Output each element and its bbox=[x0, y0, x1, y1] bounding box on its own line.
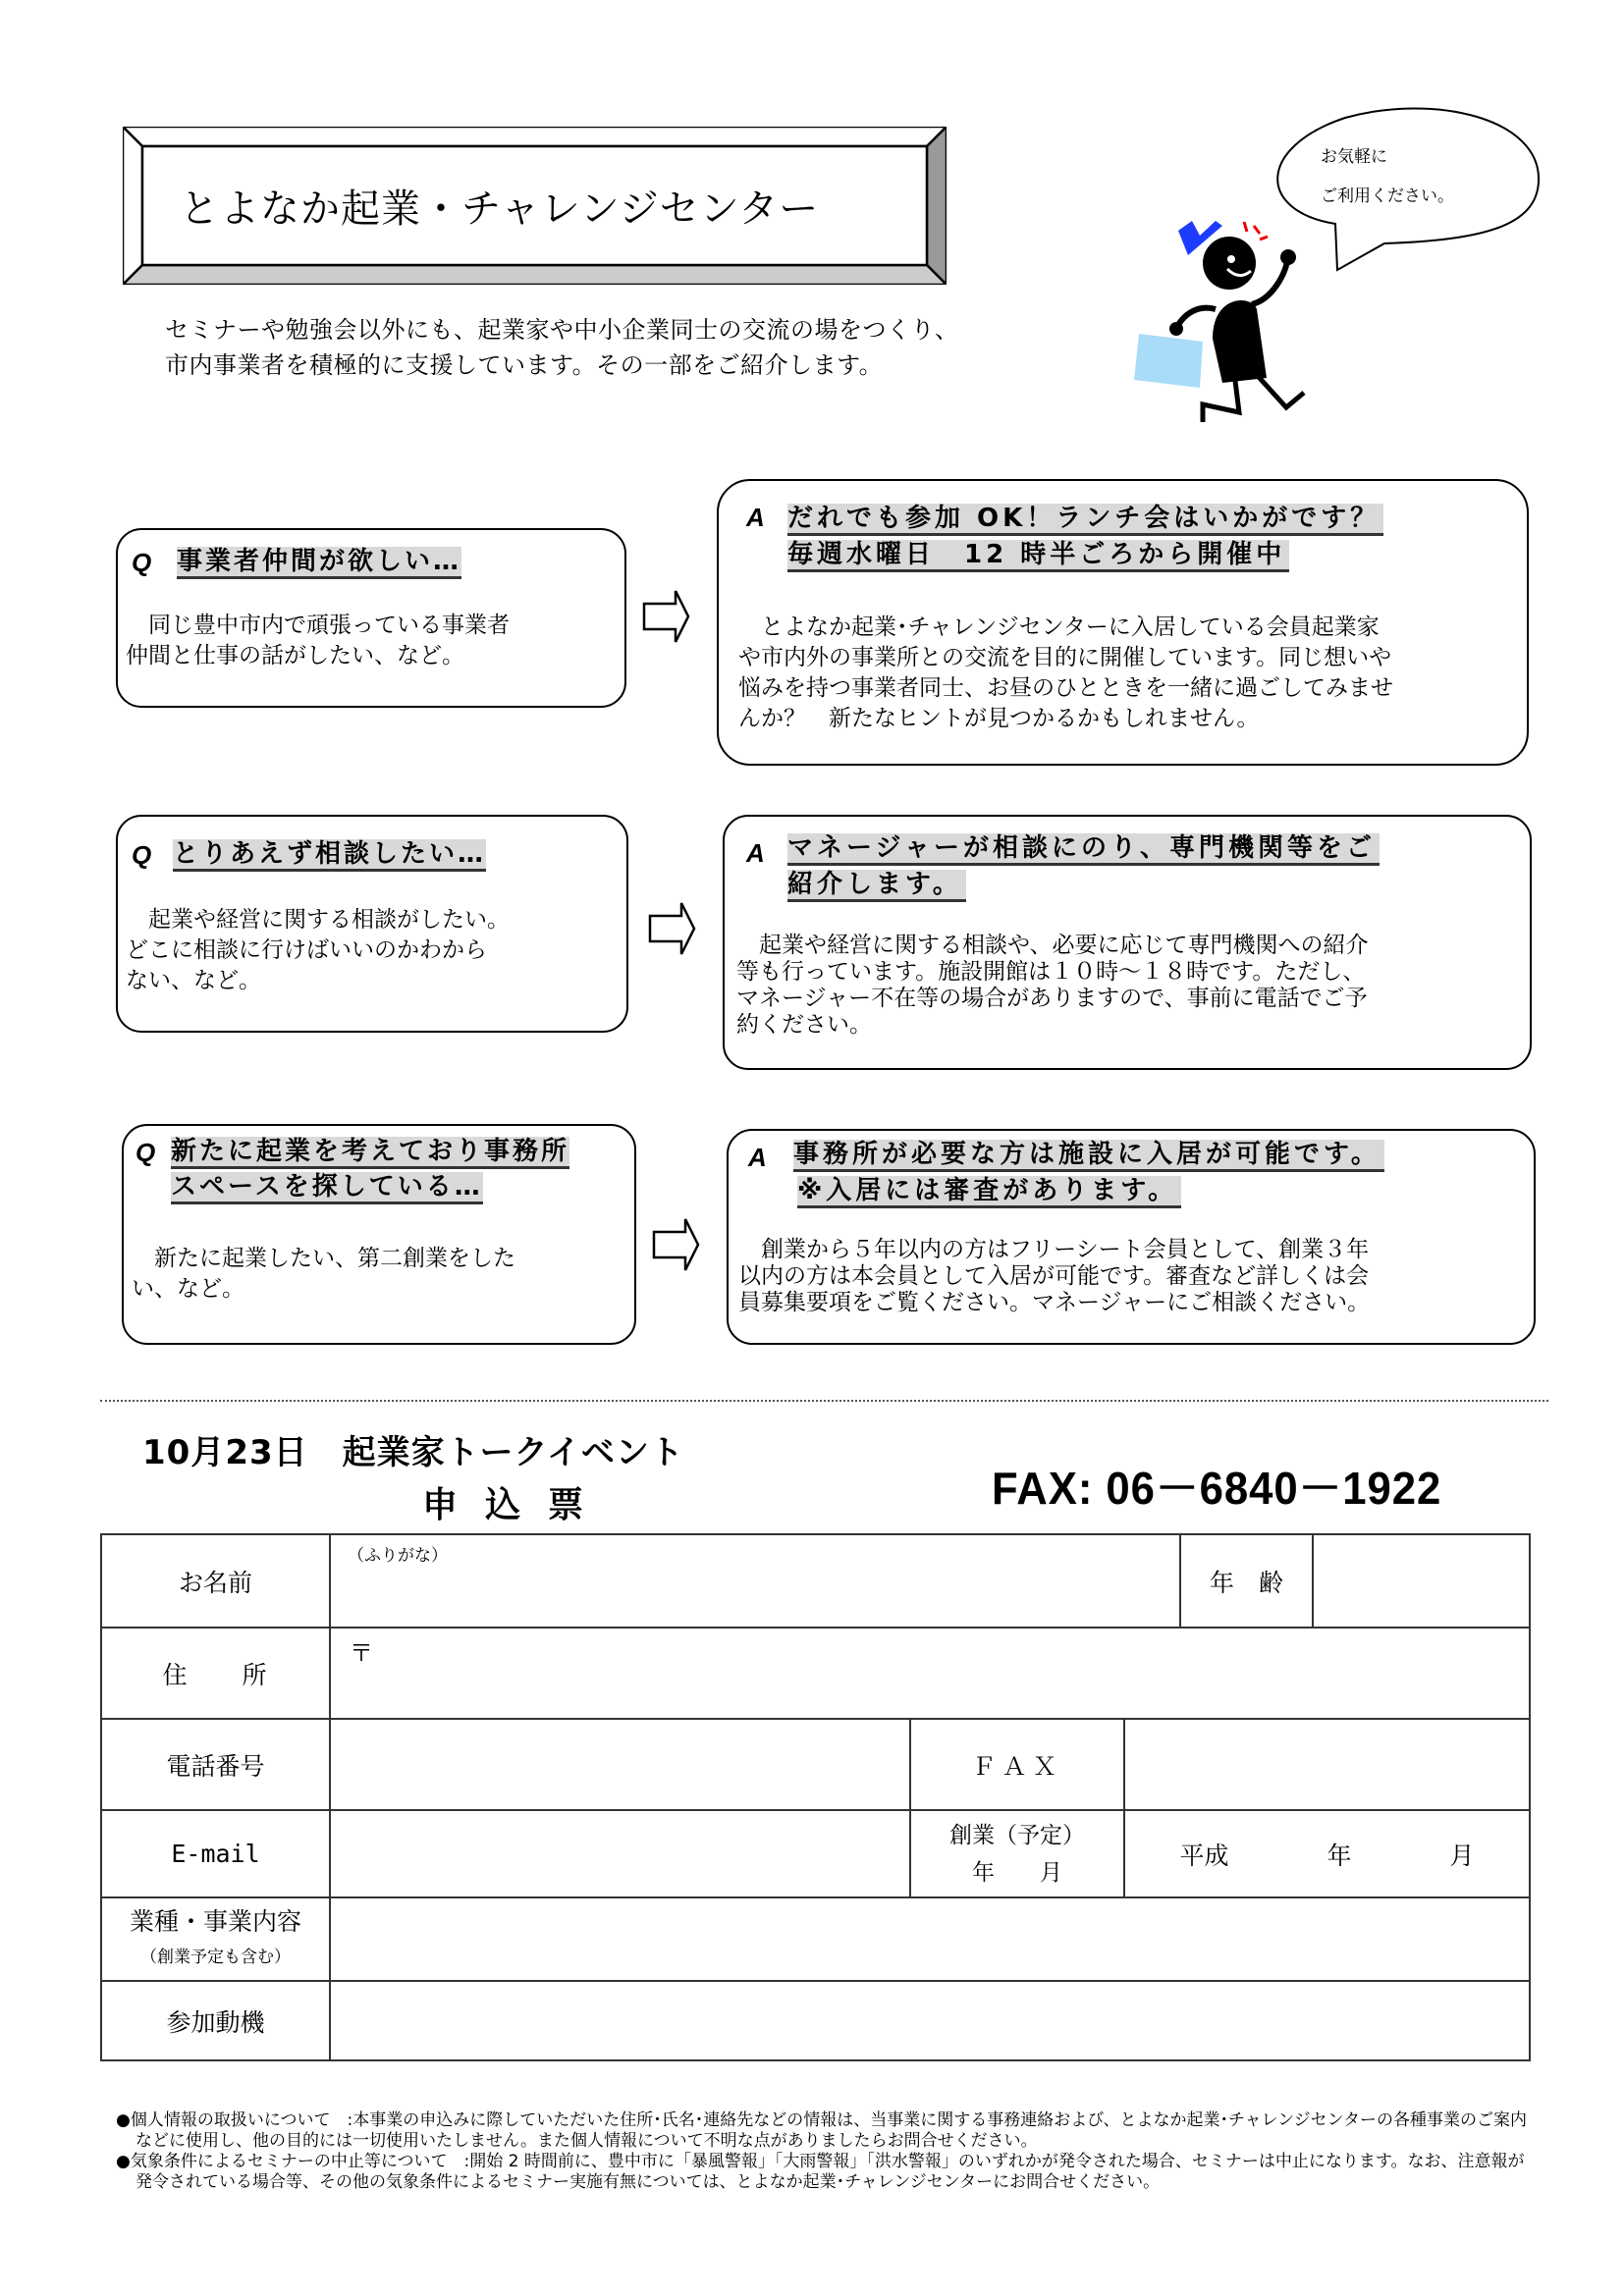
intro-text bbox=[165, 312, 959, 383]
answer-body: とよなか起業･チャレンジセンターに入居している会員起業家 や市内外の事業所との交流を目的に開催しています。同じ想いや 悩みを持つ事業者同士、お昼のひとときを一緒に過ごしてみませ んか？ 新たなヒントが見つかるかもしれません。 bbox=[738, 614, 1393, 731]
answer-heading: だれでも参加 OK！ランチ会はいかがです？ 毎週水曜日 12 時半ごろから開催中 bbox=[787, 501, 1383, 573]
fax-number: FAX: 06－6840－1922 bbox=[992, 1463, 1442, 1514]
founding-date-field[interactable]: 平成 年 月 bbox=[1179, 1841, 1475, 1870]
phone-label: 電話番号 bbox=[166, 1751, 265, 1781]
question-box bbox=[122, 1124, 636, 1345]
business-field[interactable] bbox=[331, 1898, 1529, 1980]
a-mark: A bbox=[746, 503, 765, 532]
age-label: 年 齢 bbox=[1209, 1568, 1283, 1597]
notes bbox=[116, 2110, 1540, 2193]
weather-note: ●気象条件によるセミナーの中止等について :開始 2 時間前に、豊中市に「暴風警報」「大雨警報」「洪水警報」のいずれかが発令された場合、セミナーは中止になります。なお、注意報が発令されている場合等、その他の気象条件によるセミナー実施有無については、とよなか起業･チャレンジセンターにお問合せください。 bbox=[116, 2152, 1525, 2192]
motive-label: 参加動機 bbox=[166, 2007, 265, 2037]
founding-label: 創業（予定） 年 月 bbox=[949, 1822, 1085, 1886]
fax-label: ＦＡＸ bbox=[971, 1751, 1063, 1781]
right-arrow-icon bbox=[642, 589, 691, 644]
address-field[interactable] bbox=[331, 1629, 1529, 1718]
furigana-label: （ふりがな） bbox=[348, 1546, 448, 1566]
question-heading: 事業者仲間が欲しい… bbox=[177, 544, 461, 579]
a-mark: A bbox=[748, 1143, 767, 1172]
answer-heading: 事務所が必要な方は施設に入居が可能です。 ※入居には審査があります。 bbox=[793, 1137, 1384, 1209]
speech-bubble-text bbox=[1321, 137, 1454, 216]
bubble-line: ご利用ください。 bbox=[1321, 187, 1454, 206]
cut-line-divider bbox=[100, 1400, 1548, 1402]
answer-body: 起業や経営に関する相談や、必要に応じて専門機関への紹介 等も行っています。施設開館は１０時～１８時です。ただし、 マネージャー不在等の場合がありますので、事前に電話でご予 約ください。 bbox=[736, 933, 1369, 1038]
question-heading: とりあえず相談したい… bbox=[173, 836, 486, 872]
fax-field[interactable] bbox=[1125, 1720, 1529, 1809]
a-mark: A bbox=[746, 838, 765, 868]
email-label: E-mail bbox=[171, 1840, 260, 1868]
name-field[interactable] bbox=[331, 1565, 1179, 1627]
title-banner bbox=[123, 127, 947, 285]
q-mark: Q bbox=[132, 840, 152, 870]
business-label: 業種・事業内容 （創業予定も含む） bbox=[129, 1906, 301, 1967]
question-box bbox=[116, 815, 628, 1033]
answer-heading: マネージャーが相談にのり、専門機関等をご 紹介します。 bbox=[787, 830, 1380, 903]
form-title: 申込票 bbox=[422, 1485, 612, 1525]
question-body: 新たに起業したい、第二創業をした い、など。 bbox=[132, 1246, 515, 1302]
question-box bbox=[116, 528, 626, 708]
email-field[interactable] bbox=[331, 1811, 909, 1896]
answer-box bbox=[717, 479, 1529, 766]
phone-field[interactable] bbox=[331, 1720, 909, 1809]
question-heading: 新たに起業を考えており事務所 スペースを探している… bbox=[171, 1134, 569, 1204]
address-label: 住 所 bbox=[162, 1660, 269, 1689]
bubble-line: お気軽に bbox=[1321, 147, 1387, 167]
answer-box bbox=[727, 1129, 1536, 1345]
question-body: 同じ豊中市内で頑張っている事業者 仲間と仕事の話がしたい、など。 bbox=[126, 613, 510, 668]
motive-field[interactable] bbox=[331, 1982, 1529, 2059]
page-title: とよなか起業・チャレンジセンター bbox=[180, 187, 820, 232]
intro-line: セミナーや勉強会以外にも、起業家や中小企業同士の交流の場をつくり、 bbox=[165, 316, 959, 344]
postal-mark: 〒 bbox=[350, 1639, 373, 1667]
q-mark: Q bbox=[132, 548, 152, 577]
right-arrow-icon bbox=[648, 901, 697, 956]
intro-line: 市内事業者を積極的に支援しています。その一部をご紹介します。 bbox=[165, 351, 884, 379]
application-form bbox=[100, 1533, 1531, 2061]
mascot bbox=[1129, 98, 1571, 442]
right-arrow-icon bbox=[652, 1217, 701, 1272]
event-title: 10月23日 起業家トークイベント bbox=[142, 1433, 684, 1472]
q-mark: Q bbox=[135, 1138, 156, 1167]
name-label: お名前 bbox=[178, 1568, 252, 1597]
answer-body: 創業から５年以内の方はフリーシート会員として、創業３年 以内の方は本会員として入居が可能です。審査など詳しくは会 員募集要項をご覧ください。マネージャーにご相談ください。 bbox=[738, 1237, 1371, 1315]
privacy-note: ●個人情報の取扱いについて :本事業の申込みに際していただいた住所･氏名･連絡先などの情報は、当事業に関する事務連絡および、とよなか起業･チャレンジセンターの各種事業のご案内などに使用し、他の目的には一切使用いたしません。また個人情報について不明な点がありましたらお問合せください。 bbox=[116, 2110, 1527, 2151]
age-field[interactable] bbox=[1314, 1535, 1529, 1627]
question-body: 起業や経営に関する相談がしたい。 どこに相談に行けばいいのかわから ない、など。 bbox=[126, 907, 510, 993]
answer-box bbox=[723, 815, 1532, 1070]
